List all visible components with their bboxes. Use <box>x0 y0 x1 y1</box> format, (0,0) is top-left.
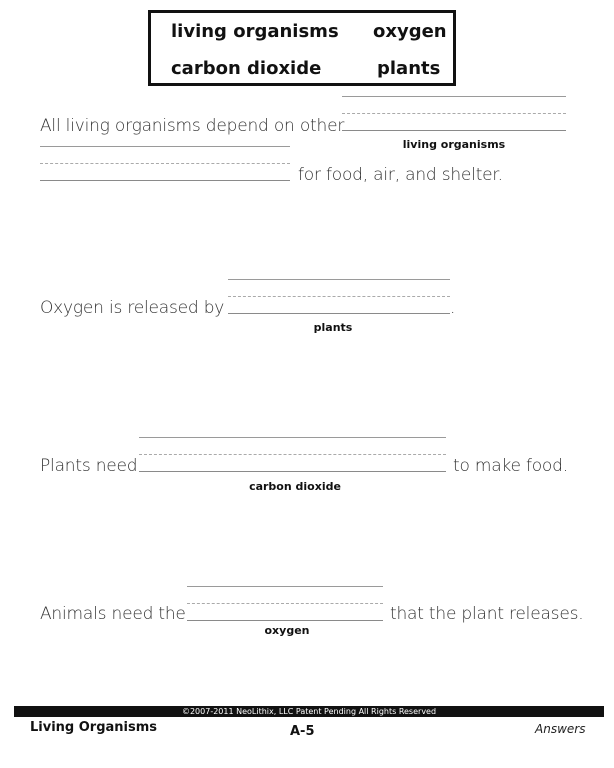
worksheet-title: Living Organisms <box>30 720 158 735</box>
answer-line-3 <box>139 437 446 473</box>
question-1-text-end: for food, air, and shelter. <box>298 165 503 185</box>
word-bank-word: plants <box>377 58 441 79</box>
answer-4: oxygen <box>264 624 310 637</box>
question-3-text-end: to make food. <box>453 456 568 476</box>
question-2-text-end: . <box>450 298 456 318</box>
question-1-text: All living organisms depend on other <box>40 116 345 136</box>
answers-label: Answers <box>535 722 586 736</box>
word-bank <box>148 10 456 86</box>
question-2-text: Oxygen is released by <box>40 298 225 318</box>
answer-1: living organisms <box>402 138 506 151</box>
page-number: A-5 <box>290 724 315 739</box>
answer-3: carbon dioxide <box>249 480 341 493</box>
word-bank-word: carbon dioxide <box>171 58 322 79</box>
answer-line-4 <box>187 586 383 622</box>
answer-line-1-continued <box>40 146 290 182</box>
answer-2: plants <box>313 321 353 334</box>
question-3-text: Plants need <box>40 456 138 476</box>
answer-line-2 <box>228 279 450 315</box>
question-4-text-end: that the plant releases. <box>390 604 584 624</box>
answer-line-1 <box>342 96 566 132</box>
question-4-text: Animals need the <box>40 604 186 624</box>
copyright-bar: ©2007-2011 NeoLithix, LLC Patent Pending All Rights Reserved <box>14 706 604 717</box>
word-bank-word: living organisms <box>171 21 339 42</box>
word-bank-word: oxygen <box>373 21 447 42</box>
